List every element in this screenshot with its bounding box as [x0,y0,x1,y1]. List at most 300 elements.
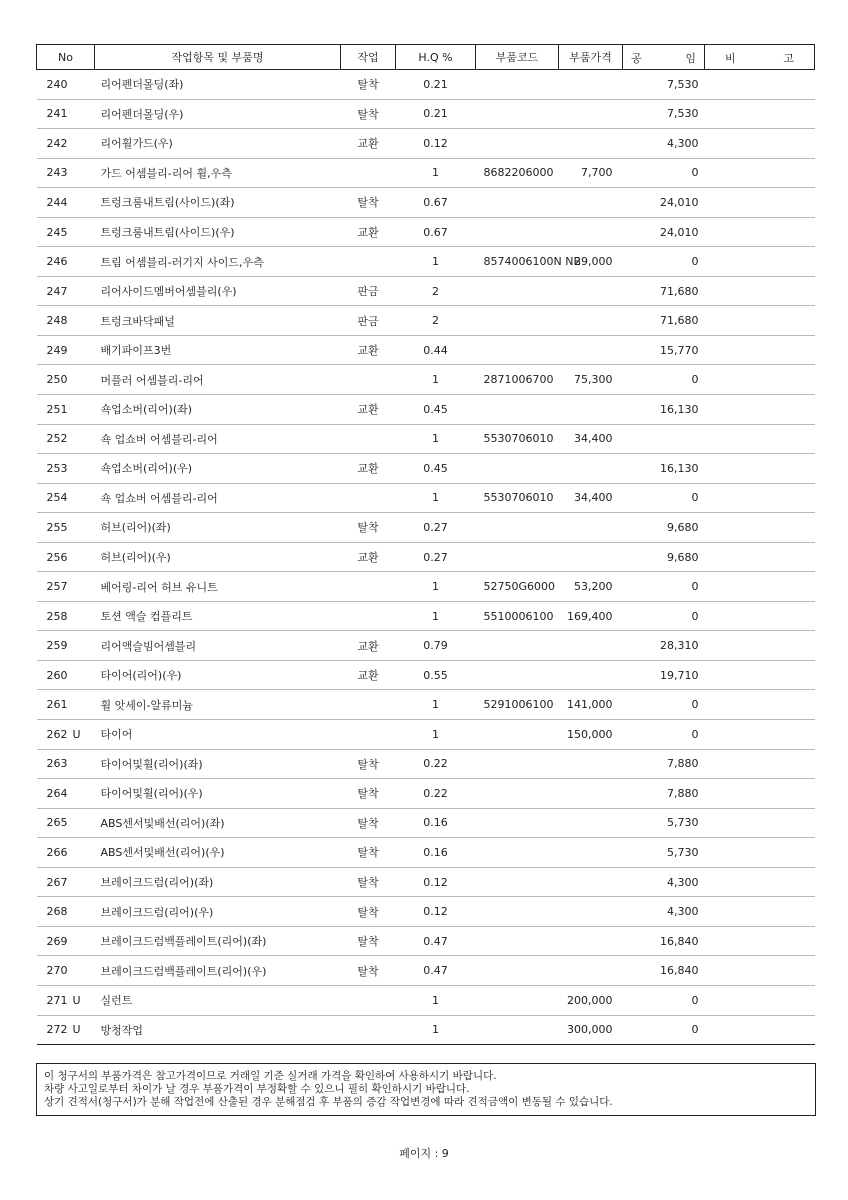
row-hq: 1 [396,365,476,395]
row-labor: 4,300 [623,897,705,927]
table-row [37,867,815,897]
row-no [37,867,95,897]
row-job: 교환 [341,660,396,690]
row-no-value: 254 [46,491,68,505]
header-note-right: 고 [783,52,794,65]
row-item-name: ABS센서및배선(리어)(좌) [95,808,341,838]
row-no [37,99,95,129]
row-hq: 2 [396,276,476,306]
table-row [37,660,815,690]
row-no [37,926,95,956]
row-no [37,129,95,159]
row-part-price: 141,000 [559,690,623,720]
row-job [341,1015,396,1045]
row-no [37,572,95,602]
row-note [705,306,815,336]
row-note [705,542,815,572]
row-item-name: 트렁크룸내트림(사이드)(좌) [95,188,341,218]
row-job [341,985,396,1015]
table-row [37,70,815,100]
row-no-value: 251 [46,402,68,416]
row-part-price [559,276,623,306]
header-part-code: 부품코드 [476,45,559,70]
row-part-code [476,985,559,1015]
row-job: 교환 [341,335,396,365]
row-no [37,897,95,927]
table-row [37,838,815,868]
table-row [37,631,815,661]
row-part-price [559,188,623,218]
row-note [705,129,815,159]
row-part-code [476,956,559,986]
row-part-code: 5510006100 [476,601,559,631]
row-part-code [476,720,559,750]
row-no [37,335,95,365]
row-part-code: 52750G6000 [476,572,559,602]
row-part-code [476,276,559,306]
row-labor: 0 [623,690,705,720]
table-header-row [37,45,815,70]
row-note [705,454,815,484]
row-note [705,660,815,690]
row-labor: 0 [623,1015,705,1045]
row-job [341,365,396,395]
row-note [705,424,815,454]
table-row [37,808,815,838]
row-hq: 0.21 [396,70,476,100]
row-no-value: 242 [46,136,68,150]
row-part-code [476,454,559,484]
header-note-left: 비 [725,52,736,65]
row-item-name: 타이어(리어)(우) [95,660,341,690]
row-no-value: 259 [46,639,68,653]
row-note [705,838,815,868]
row-part-price: 75,300 [559,365,623,395]
disclaimer-line-2: 차량 사고일로부터 차이가 날 경우 부품가격이 부정확할 수 있으니 필히 확인하시기 바랍니다. [44,1083,470,1095]
row-note [705,779,815,809]
table-row [37,601,815,631]
row-no [37,601,95,631]
row-note [705,956,815,986]
row-note [705,70,815,100]
row-no-value: 267 [46,875,68,889]
header-item-name: 작업항목 및 부품명 [95,45,341,70]
row-part-price [559,838,623,868]
row-item-name: 트렁크룸내트림(사이드)(우) [95,217,341,247]
row-job: 탈착 [341,513,396,543]
row-item-name: 리어사이드멤버어셈블리(우) [95,276,341,306]
row-labor: 28,310 [623,631,705,661]
row-flag: U [72,727,81,741]
row-job: 교환 [341,217,396,247]
row-labor: 24,010 [623,217,705,247]
row-no [37,838,95,868]
row-hq: 0.12 [396,129,476,159]
row-no [37,70,95,100]
row-item-name: 휠 앗세이-알류미늄 [95,690,341,720]
row-hq: 0.67 [396,217,476,247]
row-item-name: 쇽업소버(리어)(우) [95,454,341,484]
row-item-name: 쇽업소버(리어)(좌) [95,395,341,425]
row-hq: 0.16 [396,838,476,868]
row-item-name: 쇽 업쇼버 어셈블리-리어 [95,424,341,454]
row-no [37,808,95,838]
row-hq: 0.21 [396,99,476,129]
row-no-value: 264 [46,786,68,800]
row-no [37,631,95,661]
header-hq: H.Q % [396,45,476,70]
row-no-value: 263 [46,757,68,771]
row-hq: 0.47 [396,926,476,956]
row-no-value: 266 [46,845,68,859]
table-row [37,572,815,602]
row-part-code [476,306,559,336]
row-item-name: 머플러 어셈블리-리어 [95,365,341,395]
row-part-price [559,631,623,661]
row-no-value: 241 [46,107,68,121]
row-job [341,424,396,454]
row-note [705,1015,815,1045]
row-part-price [559,808,623,838]
row-part-price [559,335,623,365]
row-part-code [476,660,559,690]
row-item-name: 트렁크바닥패널 [95,306,341,336]
row-part-code: 5530706010 [476,483,559,513]
row-note [705,926,815,956]
row-item-name: 브레이크드럼백플레이트(리어)(좌) [95,926,341,956]
estimate-sheet [36,44,814,1045]
row-part-code [476,926,559,956]
row-part-price: 34,400 [559,424,623,454]
row-note [705,158,815,188]
row-part-code [476,808,559,838]
row-labor: 0 [623,365,705,395]
row-labor: 5,730 [623,838,705,868]
row-item-name: 리어펜더몰딩(우) [95,99,341,129]
row-item-name: 브레이크드럼(리어)(우) [95,897,341,927]
row-job: 탈착 [341,99,396,129]
row-job: 탈착 [341,70,396,100]
table-row [37,99,815,129]
row-labor: 7,880 [623,779,705,809]
row-labor: 19,710 [623,660,705,690]
table-row [37,454,815,484]
row-part-price [559,454,623,484]
row-part-code: 5291006100 [476,690,559,720]
disclaimer-line-1: 이 청구서의 부품가격은 참고가격이므로 거래일 기준 실거래 가격을 확인하여 사용하시기 바랍니다. [44,1070,497,1082]
page-number: 페이지 : 9 [399,1147,449,1160]
row-no [37,513,95,543]
row-labor: 0 [623,158,705,188]
row-part-code [476,99,559,129]
row-no [37,985,95,1015]
row-part-code [476,129,559,159]
row-labor: 9,680 [623,513,705,543]
row-no [37,247,95,277]
row-no [37,188,95,218]
row-no [37,956,95,986]
row-labor: 24,010 [623,188,705,218]
row-no [37,749,95,779]
row-no [37,365,95,395]
row-hq: 0.44 [396,335,476,365]
row-no-value: 260 [46,668,68,682]
disclaimer-line-3: 상기 견적서(청구서)가 분해 작업전에 산출된 경우 분해점검 후 부품의 증감 작업변경에 따라 견적금액이 변동될 수 있습니다. [44,1096,613,1108]
row-no [37,690,95,720]
row-hq: 0.79 [396,631,476,661]
table-row [37,985,815,1015]
row-labor: 4,300 [623,129,705,159]
row-part-code [476,513,559,543]
row-job: 교환 [341,542,396,572]
row-note [705,749,815,779]
row-note [705,335,815,365]
row-part-code [476,395,559,425]
row-labor: 4,300 [623,867,705,897]
row-item-name: 타이어및휠(리어)(좌) [95,749,341,779]
row-part-code [476,779,559,809]
parts-labor-table [36,44,815,1045]
row-part-price [559,956,623,986]
row-item-name: 허브(리어)(우) [95,542,341,572]
row-part-price [559,749,623,779]
row-hq: 0.12 [396,897,476,927]
table-row [37,897,815,927]
table-row [37,188,815,218]
row-part-code [476,335,559,365]
row-job: 판금 [341,306,396,336]
row-note [705,99,815,129]
row-hq: 1 [396,1015,476,1045]
row-no [37,158,95,188]
table-row [37,956,815,986]
row-hq: 0.45 [396,454,476,484]
row-labor: 9,680 [623,542,705,572]
row-item-name: 트림 어셈블리-러기지 사이드,우측 [95,247,341,277]
row-no-value: 248 [46,314,68,328]
row-note [705,808,815,838]
table-row [37,483,815,513]
row-part-price [559,660,623,690]
row-hq: 0.47 [396,956,476,986]
row-job [341,483,396,513]
table-row [37,217,815,247]
row-note [705,188,815,218]
row-no [37,454,95,484]
row-part-code [476,217,559,247]
row-job: 교환 [341,129,396,159]
row-note [705,867,815,897]
header-labor-left: 공 [631,52,642,65]
row-part-price: 200,000 [559,985,623,1015]
row-no-value: 245 [46,225,68,239]
row-job: 탈착 [341,897,396,927]
row-part-code [476,897,559,927]
row-part-code [476,631,559,661]
row-labor: 5,730 [623,808,705,838]
row-job [341,690,396,720]
row-job: 교환 [341,454,396,484]
row-note [705,572,815,602]
row-no [37,395,95,425]
row-item-name: 리어펜더몰딩(좌) [95,70,341,100]
row-no [37,660,95,690]
row-hq: 0.67 [396,188,476,218]
row-part-code [476,542,559,572]
row-item-name: 타이어및휠(리어)(우) [95,779,341,809]
row-hq: 1 [396,690,476,720]
row-job: 탈착 [341,749,396,779]
row-hq: 1 [396,247,476,277]
row-note [705,247,815,277]
row-item-name: ABS센서및배선(리어)(우) [95,838,341,868]
table-body [37,70,815,1045]
table-row [37,424,815,454]
row-hq: 1 [396,424,476,454]
header-job: 작업 [341,45,396,70]
row-item-name: 베어링-리어 허브 유니트 [95,572,341,602]
row-no-value: 265 [46,816,68,830]
row-no [37,542,95,572]
row-no-value: 261 [46,698,68,712]
row-job: 탈착 [341,808,396,838]
row-part-code [476,867,559,897]
row-no [37,720,95,750]
row-part-code [476,838,559,868]
row-part-code [476,1015,559,1045]
row-flag: U [72,993,81,1007]
row-no-value: 243 [46,166,68,180]
table-row [37,1015,815,1045]
row-job: 판금 [341,276,396,306]
row-hq: 0.12 [396,867,476,897]
table-row [37,395,815,425]
row-labor: 16,130 [623,454,705,484]
row-part-code [476,70,559,100]
row-job [341,601,396,631]
row-note [705,720,815,750]
row-no-value: 246 [46,255,68,269]
row-item-name: 허브(리어)(좌) [95,513,341,543]
row-hq: 2 [396,306,476,336]
row-job: 탈착 [341,188,396,218]
row-job: 교환 [341,395,396,425]
row-part-code [476,188,559,218]
row-part-price: 150,000 [559,720,623,750]
row-part-price [559,129,623,159]
row-part-price [559,542,623,572]
row-job [341,247,396,277]
row-no-value: 247 [46,284,68,298]
row-hq: 1 [396,601,476,631]
row-hq: 0.55 [396,660,476,690]
row-hq: 0.45 [396,395,476,425]
row-note [705,897,815,927]
row-item-name: 토션 액슬 컴플리트 [95,601,341,631]
row-no [37,483,95,513]
row-no-value: 268 [46,905,68,919]
row-no-value: 258 [46,609,68,623]
row-labor: 0 [623,572,705,602]
row-no-value: 272 [46,1023,68,1037]
row-no-value: 244 [46,195,68,209]
row-no [37,217,95,247]
row-labor: 16,130 [623,395,705,425]
row-no-value: 257 [46,580,68,594]
row-part-price: 34,400 [559,483,623,513]
table-row [37,158,815,188]
row-no [37,306,95,336]
row-part-price [559,70,623,100]
row-part-price [559,306,623,336]
row-note [705,217,815,247]
row-hq: 0.27 [396,513,476,543]
row-item-name: 리어휠가드(우) [95,129,341,159]
table-row [37,513,815,543]
row-part-price [559,867,623,897]
header-no: No [37,45,95,70]
row-labor: 0 [623,720,705,750]
row-item-name: 방청작업 [95,1015,341,1045]
row-part-price: 53,200 [559,572,623,602]
row-no-value: 269 [46,934,68,948]
row-part-price [559,513,623,543]
row-part-code: 2871006700 [476,365,559,395]
row-hq: 1 [396,985,476,1015]
row-hq: 1 [396,720,476,750]
row-no [37,276,95,306]
row-labor: 7,530 [623,70,705,100]
row-note [705,395,815,425]
row-note [705,513,815,543]
row-item-name: 타이어 [95,720,341,750]
table-row [37,926,815,956]
row-labor: 15,770 [623,335,705,365]
row-part-code: 8682206000 [476,158,559,188]
row-item-name: 브레이크드럼백플레이트(리어)(우) [95,956,341,986]
table-row [37,335,815,365]
row-hq: 0.22 [396,749,476,779]
row-no-value: 240 [46,77,68,91]
row-note [705,985,815,1015]
row-job [341,572,396,602]
row-job [341,158,396,188]
row-part-price [559,897,623,927]
row-labor: 0 [623,247,705,277]
row-labor [623,424,705,454]
row-no-value: 249 [46,343,68,357]
disclaimer-box [36,1063,816,1116]
header-note [705,45,815,70]
row-labor: 7,880 [623,749,705,779]
row-no-value: 252 [46,432,68,446]
row-labor: 71,680 [623,306,705,336]
row-note [705,365,815,395]
table-row [37,779,815,809]
table-row [37,276,815,306]
row-note [705,690,815,720]
row-part-price: 29,000 [559,247,623,277]
table-row [37,247,815,277]
row-no-value: 253 [46,461,68,475]
row-job: 탈착 [341,867,396,897]
row-no-value: 271 [46,993,68,1007]
row-no-value: 255 [46,520,68,534]
row-no-value: 270 [46,964,68,978]
table-row [37,542,815,572]
row-item-name: 쇽 업쇼버 어셈블리-리어 [95,483,341,513]
table-row [37,129,815,159]
